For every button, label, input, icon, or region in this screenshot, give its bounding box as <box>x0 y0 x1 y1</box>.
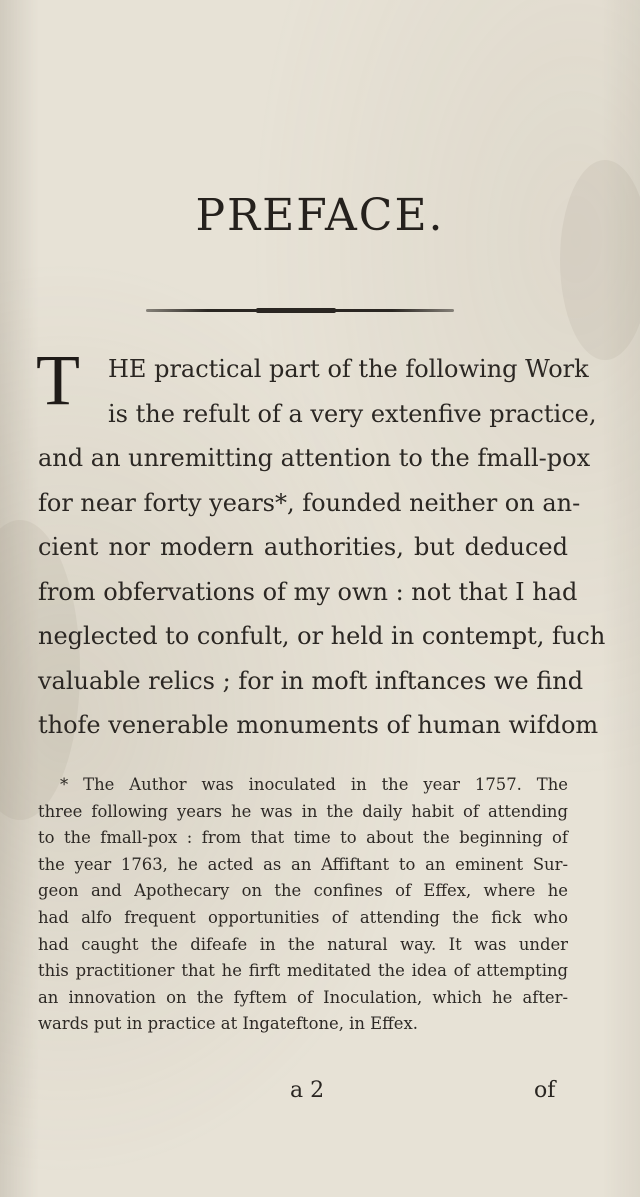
footnote <box>38 772 568 1038</box>
footnote-line: an innovation on the fyftem of Inoculation, which he after- <box>38 987 568 1007</box>
page-title: PREFACE. <box>195 190 445 241</box>
body-line: cient nor modern authorities, but deduced <box>38 533 568 561</box>
body-line: for near forty years*, founded neither on an- <box>38 488 581 517</box>
footnote-line: three following years he was in the daily habit of attending <box>38 801 568 821</box>
footnote-line: the year 1763, he acted as an Affiftant to an eminent Sur- <box>38 854 568 874</box>
footnote-line: had alfo frequent opportunities of attending the fick who <box>38 907 568 927</box>
footnote-line: * The Author was inoculated in the year 1757. The <box>60 775 568 794</box>
catchword: of <box>534 1078 556 1103</box>
footnote-line: to the fmall-pox : from that time to about the beginning of <box>38 828 568 848</box>
body-line: valuable relics ; for in moft inftances we find <box>38 666 584 695</box>
body-line: and an unremitting attention to the fmall-pox <box>38 444 591 472</box>
body-line: is the refult of a very extenfive practice, <box>108 399 597 428</box>
body-line: from obfervations of my own : not that I had <box>38 577 578 606</box>
ornamental-rule <box>146 309 454 312</box>
ornamental-rule-center <box>256 308 336 313</box>
drop-cap: T <box>36 340 80 420</box>
footnote-line: this practitioner that he firft meditated the idea of attempting <box>38 961 568 981</box>
body-line: HE practical part of the following Work <box>108 355 589 383</box>
preface-body <box>38 347 606 748</box>
body-line: thofe venerable monuments of human wifdom <box>38 711 599 739</box>
body-line: neglected to confult, or held in contempt, fuch <box>38 622 606 650</box>
signature-mark: a 2 <box>290 1078 325 1103</box>
footnote-line: geon and Apothecary on the confines of Effex, where he <box>38 881 568 901</box>
footnote-line: had caught the difeafe in the natural way. It was under <box>38 934 568 954</box>
footnote-line: wards put in practice at Ingateftone, in Effex. <box>38 1014 418 1034</box>
